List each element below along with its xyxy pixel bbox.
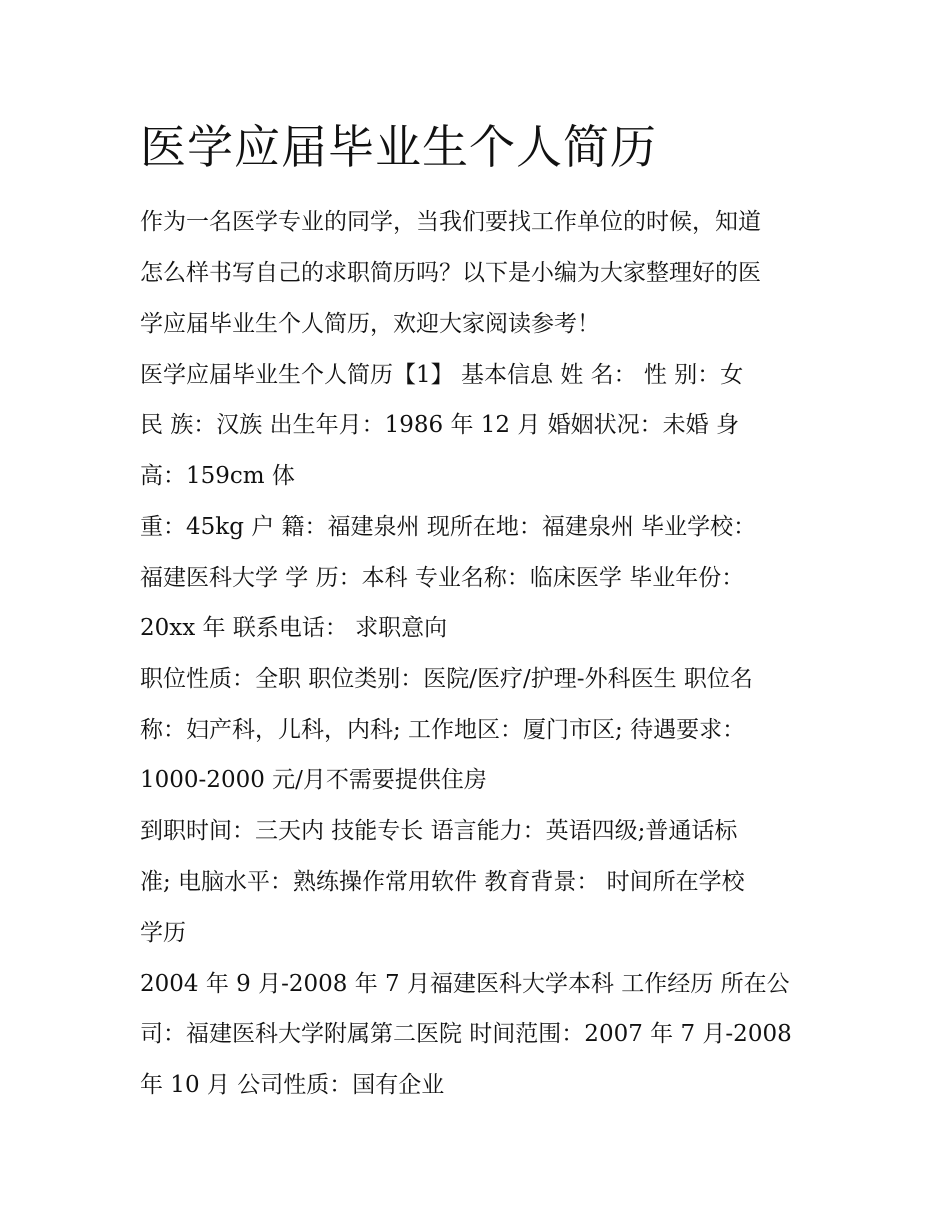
text-line-12: 1000-2000 元/月不需要提供住房 [140, 767, 487, 793]
text-line-9: 20xx 年 联系电话： 求职意向 [140, 615, 448, 641]
text-line-18: 年 10 月 公司性质：国有企业 [140, 1072, 445, 1098]
text-line-2: 怎么样书写自己的求职简历吗？以下是小编为大家整理好的医 [140, 260, 761, 286]
text-line-16: 2004 年 9 月-2008 年 7 月福建医科大学本科 工作经历 所在公 [140, 971, 790, 997]
text-line-15: 学历 [140, 920, 186, 946]
text-line-3: 学应届毕业生个人简历，欢迎大家阅读参考！ [140, 311, 600, 337]
text-line-5: 民 族：汉族 出生年月：1986 年 12 月 婚姻状况：未婚 身 [140, 412, 739, 438]
document-title: 医学应届毕业生个人简历 [140, 120, 657, 174]
text-line-1: 作为一名医学专业的同学，当我们要找工作单位的时候，知道 [140, 209, 761, 235]
text-line-7: 重：45kg 户 籍：福建泉州 现所在地：福建泉州 毕业学校： [140, 514, 757, 540]
text-line-6: 高：159cm 体 [140, 463, 295, 489]
text-line-8: 福建医科大学 学 历：本科 专业名称：临床医学 毕业年份： [140, 565, 745, 591]
text-line-14: 准; 电脑水平：熟练操作常用软件 教育背景： 时间所在学校 [140, 869, 745, 895]
text-line-10: 职位性质：全职 职位类别：医院/医疗/护理-外科医生 职位名 [140, 666, 753, 692]
text-line-11: 称：妇产科，儿科，内科; 工作地区：厦门市区; 待遇要求： [140, 717, 746, 743]
text-line-13: 到职时间：三天内 技能专长 语言能力：英语四级;普通话标 [140, 818, 738, 844]
text-line-17: 司：福建医科大学附属第二医院 时间范围：2007 年 7 月-2008 [140, 1021, 792, 1047]
text-line-4: 医学应届毕业生个人简历【1】 基本信息 姓 名： 性 别：女 [140, 362, 744, 388]
